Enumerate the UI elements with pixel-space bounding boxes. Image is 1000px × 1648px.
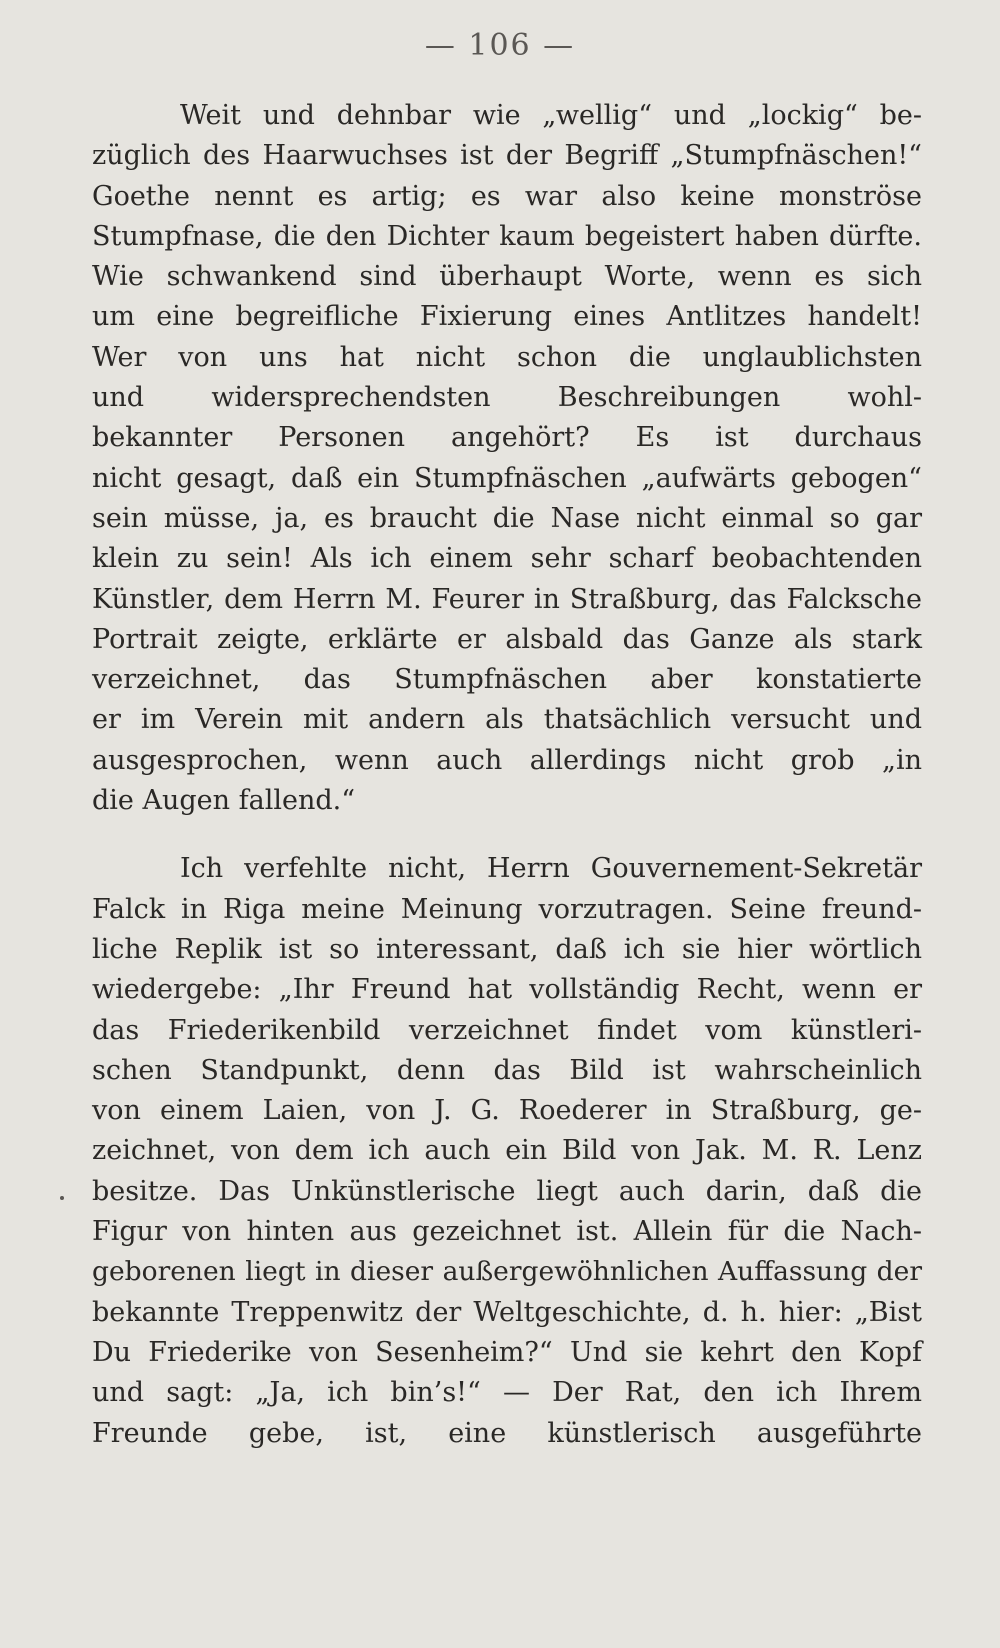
text-line: sein müsse, ja, es braucht die Nase nicht einmal so gar — [92, 502, 922, 534]
paragraph-gap — [92, 821, 922, 849]
text-line: von einem Laien, von J. G. Roederer in Straßburg, ge- — [92, 1095, 922, 1127]
text-line: verzeichnet, das Stumpfnäschen aber konstatierte — [92, 664, 922, 696]
text-line: besitze. Das Unkünstlerische liegt auch darin, daß die — [92, 1175, 922, 1207]
text-line: Figur von hinten aus gezeichnet ist. Allein für die Nach- — [92, 1216, 922, 1248]
text-line: Künstler, dem Herrn M. Feurer in Straßburg, das Falcksche — [92, 583, 922, 615]
text-line: das Friederikenbild verzeichnet findet vom künstleri- — [92, 1014, 922, 1046]
text-line: Stumpfnase, die den Dichter kaum begeistert haben dürfte. — [92, 220, 922, 252]
ink-speck — [60, 1196, 64, 1200]
text-line: Weit und dehnbar wie „wellig“ und „lockig“ be- — [180, 100, 922, 131]
text-line: und sagt: „Ja, ich bin’s!“ — Der Rat, den ich Ihrem — [92, 1377, 922, 1409]
text-line: die Augen fallend.“ — [92, 785, 355, 817]
text-line: Du Friederike von Sesenheim?“ Und sie kehrt den Kopf — [92, 1336, 922, 1368]
text-line: nicht gesagt, daß ein Stumpfnäschen „aufwärts gebogen“ — [92, 462, 922, 494]
text-line: bekannter Personen angehört? Es ist durchaus — [92, 422, 922, 454]
text-line: wiedergebe: „Ihr Freund hat vollständig Recht, wenn er — [92, 974, 922, 1006]
text-line: Goethe nennt es artig; es war also keine monströse — [92, 180, 922, 212]
text-line: geborenen liegt in dieser außergewöhnlichen Auffassung der — [92, 1256, 922, 1288]
text-line: Wer von uns hat nicht schon die unglaublichsten — [92, 341, 922, 373]
text-line: und widersprechendsten Beschreibungen wohl- — [92, 382, 922, 414]
page-number: — 106 — — [424, 28, 576, 63]
text-line: zeichnet, von dem ich auch ein Bild von Jak. M. R. Lenz — [92, 1135, 922, 1167]
text-line: Falck in Riga meine Meinung vorzutragen. Seine freund- — [92, 893, 922, 925]
text-line: liche Replik ist so interessant, daß ich sie hier wörtlich — [92, 933, 922, 965]
text-line: um eine begreifliche Fixierung eines Antlitzes handelt! — [92, 301, 922, 333]
text-line: schen Standpunkt, denn das Bild ist wahrscheinlich — [92, 1054, 922, 1086]
paragraph-1 — [92, 96, 922, 821]
text-line: Portrait zeigte, erklärte er alsbald das Ganze als stark — [92, 623, 922, 655]
body-text — [92, 96, 922, 1454]
text-line: er im Verein mit andern als thatsächlich versucht und — [92, 704, 922, 736]
text-line: Freunde gebe, ist, eine künstlerisch ausgeführte — [92, 1417, 922, 1449]
paragraph-2 — [92, 849, 922, 1453]
text-line: Ich verfehlte nicht, Herrn Gouvernement-Sekretär — [180, 853, 922, 885]
text-line: ausgesprochen, wenn auch allerdings nicht grob „in — [92, 744, 922, 776]
text-line: züglich des Haarwuchses ist der Begriff „Stumpfnäschen!“ — [92, 140, 922, 172]
text-line: klein zu sein! Als ich einem sehr scharf beobachtenden — [92, 543, 922, 575]
text-line: Wie schwankend sind überhaupt Worte, wenn es sich — [92, 261, 922, 293]
text-line: bekannte Treppenwitz der Weltgeschichte, d. h. hier: „Bist — [92, 1296, 922, 1328]
